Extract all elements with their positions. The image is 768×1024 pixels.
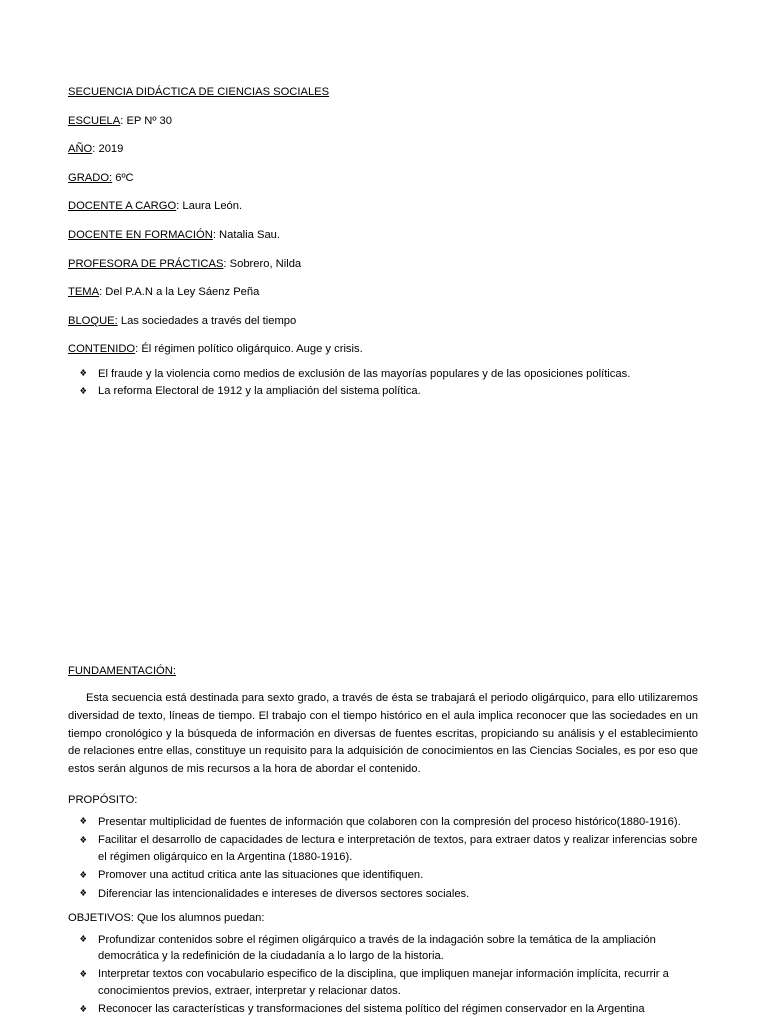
list-item: ❖ La reforma Electoral de 1912 y la ampliación del sistema política.	[68, 383, 698, 399]
list-item: ❖ Presentar multiplicidad de fuentes de información que colaboren con la compresión del proceso histórico(1880-1916).	[68, 814, 698, 830]
field-docente-en-formacion: DOCENTE EN FORMACIÓN: Natalia Sau.	[68, 228, 280, 241]
list-item: ❖ Facilitar el desarrollo de capacidades de lectura e interpretación de textos, para extraer datos y realizar inferencias sobre el régimen oligárquico en la Argentina (1880-1916).	[68, 832, 698, 865]
fundamentacion-paragraph: Esta secuencia está destinada para sexto grado, a través de ésta se trabajará el periodo oligárquico, para ello utilizaremos diversidad de texto, líneas de tiempo. El trabajo con el tiempo histórico en el aula implica reconocer que las sociedades en un tiempo cronológico y la búsqueda de información en diversas de fuentes escritas, propiciando su análisis y el establecimiento de relaciones entre ellas, constituye un requisito para la adquisición de conocimientos en las Ciencias Sociales, es por eso que estos serán algunos de mis recursos a la hora de abordar el contenido.	[68, 692, 698, 775]
objetivos-list	[68, 932, 698, 1020]
proposito-heading: PROPÓSITO:	[68, 794, 138, 807]
document-header	[68, 78, 698, 364]
list-item: ❖ Interpretar textos con vocabulario especifico de la disciplina, que impliquen manejar información implícita, recurrir a conocimientos previos, extraer, interpretar y relacionar datos.	[68, 966, 698, 999]
field-docente-a-cargo: DOCENTE A CARGO: Laura León.	[68, 200, 243, 213]
field-grado: GRADO: 6ºC	[68, 171, 134, 184]
field-anio: AÑO: 2019	[68, 143, 124, 156]
document-title: SECUENCIA DIDÁCTICA DE CIENCIAS SOCIALES	[68, 86, 330, 98]
list-item: ❖ Reconocer las características y transformaciones del sistema político del régimen conservador en la Argentina	[68, 1001, 698, 1017]
field-tema: TEMA: Del P.A.N a la Ley Sáenz Peña	[68, 286, 260, 299]
field-contenido: CONTENIDO: Él régimen político oligárquico. Auge y crisis.	[68, 343, 363, 356]
proposito-list	[68, 814, 698, 902]
contenido-bullet-list	[68, 366, 698, 399]
list-item: ❖ Diferenciar las intencionalidades e intereses de diversos sectores sociales.	[68, 886, 698, 902]
list-item: ❖ Promover una actitud critica ante las situaciones que identifiquen.	[68, 867, 698, 883]
objetivos-heading: OBJETIVOS: Que los alumnos puedan:	[68, 911, 265, 924]
field-bloque: BLOQUE: Las sociedades a través del tiempo	[68, 314, 297, 327]
list-item: ❖ El fraude y la violencia como medios de exclusión de las mayorías populares y de las oposiciones políticas.	[68, 366, 698, 382]
fundamentacion-heading: FUNDAMENTACIÓN:	[68, 665, 176, 678]
field-profesora-de-practicas: PROFESORA DE PRÁCTICAS: Sobrero, Nilda	[68, 257, 302, 270]
blank-space	[68, 400, 698, 662]
list-item: ❖ Profundizar contenidos sobre el régimen oligárquico a través de la indagación sobre la temática de la ampliación democrática y la redefinición de la ciudadanía a lo largo de la historia.	[68, 932, 698, 965]
field-escuela: ESCUELA: EP Nº 30	[68, 114, 173, 127]
